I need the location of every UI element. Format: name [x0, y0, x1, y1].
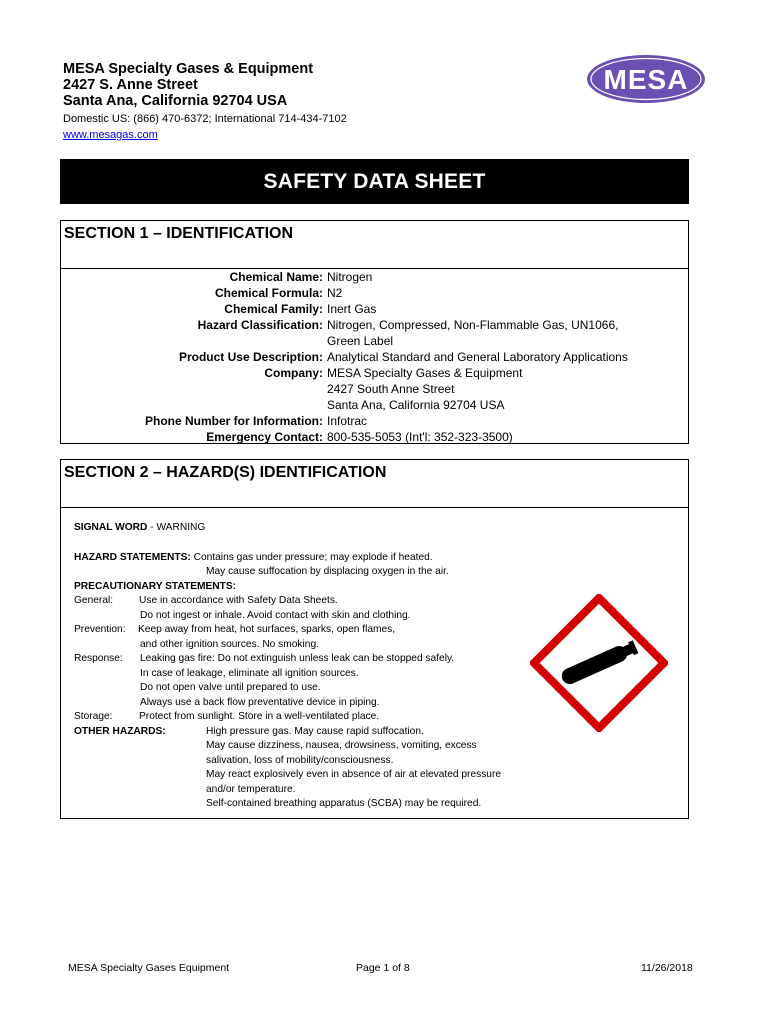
other-hazards-line	[74, 725, 544, 740]
identification-label: Chemical Family:	[224, 302, 323, 316]
section-heading: SECTION 1 – IDENTIFICATION	[61, 221, 688, 269]
identification-label: Phone Number for Information:	[145, 414, 323, 428]
identification-value-line: Analytical Standard and General Laboratory Applications	[327, 350, 628, 364]
general-label: General:	[74, 595, 114, 606]
signal-word-label: SIGNAL WORD	[74, 522, 148, 533]
hazard-statements-label: HAZARD STATEMENTS:	[74, 551, 191, 563]
identification-label: Product Use Description:	[178, 350, 323, 364]
hazard-statement: Contains gas under pressure; may explode if heated.	[193, 551, 433, 563]
other-hazard: High pressure gas. May cause rapid suffocation.	[206, 725, 424, 737]
other-hazard: May cause dizziness, nausea, drowsiness, vomiting, excess	[206, 740, 477, 751]
identification-label: Chemical Formula:	[214, 286, 323, 300]
other-hazards-label: OTHER HAZARDS:	[74, 725, 166, 737]
response-statement: Always use a back flow preventative device in piping.	[140, 696, 380, 708]
identification-row	[61, 269, 688, 285]
identification-row	[61, 365, 688, 413]
identification-value-line: Infotrac	[327, 414, 368, 428]
footer-company: MESA Specialty Gases Equipment	[68, 962, 230, 974]
response-statement: In case of leakage, eliminate all ignition sources.	[140, 667, 359, 679]
hazard-content	[74, 521, 544, 812]
company-city: Santa Ana, California 92704 USA	[63, 93, 288, 109]
phone-numbers: Domestic US: (866) 470-6372; International 714-434-7102	[63, 113, 347, 125]
identification-value-line: Nitrogen	[327, 270, 373, 284]
identification-label: Hazard Classification:	[197, 318, 323, 332]
company-street: 2427 S. Anne Street	[63, 77, 198, 93]
storage-line	[74, 710, 544, 725]
identification-value	[327, 429, 688, 445]
contact-block	[63, 111, 347, 143]
identification-value	[327, 349, 688, 365]
identification-label: Emergency Contact:	[206, 430, 323, 444]
identification-value	[327, 365, 688, 413]
gas-cylinder-icon	[530, 594, 668, 732]
section-identification	[60, 220, 689, 444]
signal-word-line	[74, 521, 544, 536]
identification-value-line: N2	[327, 286, 343, 300]
identification-label: Company:	[264, 366, 323, 380]
general-statement: Do not ingest or inhale. Avoid contact with skin and clothing.	[140, 609, 411, 621]
hazard-statement-line	[74, 551, 544, 566]
footer-page-number: Page 1 of 8	[356, 962, 410, 974]
identification-row	[61, 413, 688, 429]
identification-value	[327, 413, 688, 429]
identification-value	[327, 269, 688, 285]
website-link[interactable]: www.mesagas.com	[63, 129, 158, 141]
precautionary-label: PRECAUTIONARY STATEMENTS:	[74, 580, 237, 592]
identification-label: Chemical Name:	[229, 270, 323, 284]
storage-label: Storage:	[74, 711, 113, 722]
identification-value-line: 2427 South Anne Street	[327, 382, 455, 396]
identification-value-line: Santa Ana, California 92704 USA	[327, 398, 505, 412]
identification-value-line: Green Label	[327, 334, 394, 348]
identification-table	[61, 269, 688, 445]
prevention-statement: and other ignition sources. No smoking.	[140, 638, 319, 650]
identification-value-line: Inert Gas	[327, 302, 377, 316]
general-statement: Use in accordance with Safety Data Sheets.	[139, 595, 338, 606]
identification-value-line: Nitrogen, Compressed, Non-Flammable Gas, UN1066,	[327, 318, 619, 332]
identification-value-line: 800-535-5053 (Int'l: 352-323-3500)	[327, 430, 513, 444]
company-name: MESA Specialty Gases & Equipment	[63, 61, 314, 77]
signal-word-value: - WARNING	[147, 522, 206, 533]
identification-value	[327, 301, 688, 317]
hazard-statement: May cause suffocation by displacing oxygen in the air.	[206, 566, 449, 577]
identification-value-line: MESA Specialty Gases & Equipment	[327, 366, 523, 380]
identification-row	[61, 285, 688, 301]
other-hazard: salivation, loss of mobility/consciousness.	[206, 754, 394, 766]
identification-value	[327, 285, 688, 301]
storage-statement: Protect from sunlight. Store in a well-ventilated place.	[139, 711, 380, 722]
response-statement: Leaking gas fire: Do not extinguish unless leak can be stopped safely.	[140, 653, 455, 664]
general-line	[74, 594, 544, 609]
response-line	[74, 652, 544, 667]
other-hazard: May react explosively even in absence of air at elevated pressure	[206, 769, 502, 780]
logo-text: MESA	[603, 64, 689, 95]
identification-row	[61, 349, 688, 365]
other-hazard: and/or temperature.	[206, 783, 296, 795]
section-heading: SECTION 2 – HAZARD(S) IDENTIFICATION	[61, 460, 688, 508]
identification-value	[327, 317, 688, 349]
mesa-logo	[585, 53, 707, 105]
identification-row	[61, 317, 688, 349]
identification-row	[61, 301, 688, 317]
other-hazard: Self-contained breathing apparatus (SCBA) may be required.	[206, 798, 482, 809]
response-statement: Do not open valve until prepared to use.	[140, 682, 321, 693]
response-label: Response:	[74, 653, 123, 664]
document-title: SAFETY DATA SHEET	[60, 159, 689, 204]
company-address-block	[63, 61, 313, 109]
footer-date: 11/26/2018	[641, 962, 693, 974]
prevention-line	[74, 623, 544, 638]
identification-row	[61, 429, 688, 445]
prevention-label: Prevention:	[74, 624, 126, 635]
prevention-statement: Keep away from heat, hot surfaces, sparks, open flames,	[138, 624, 396, 635]
